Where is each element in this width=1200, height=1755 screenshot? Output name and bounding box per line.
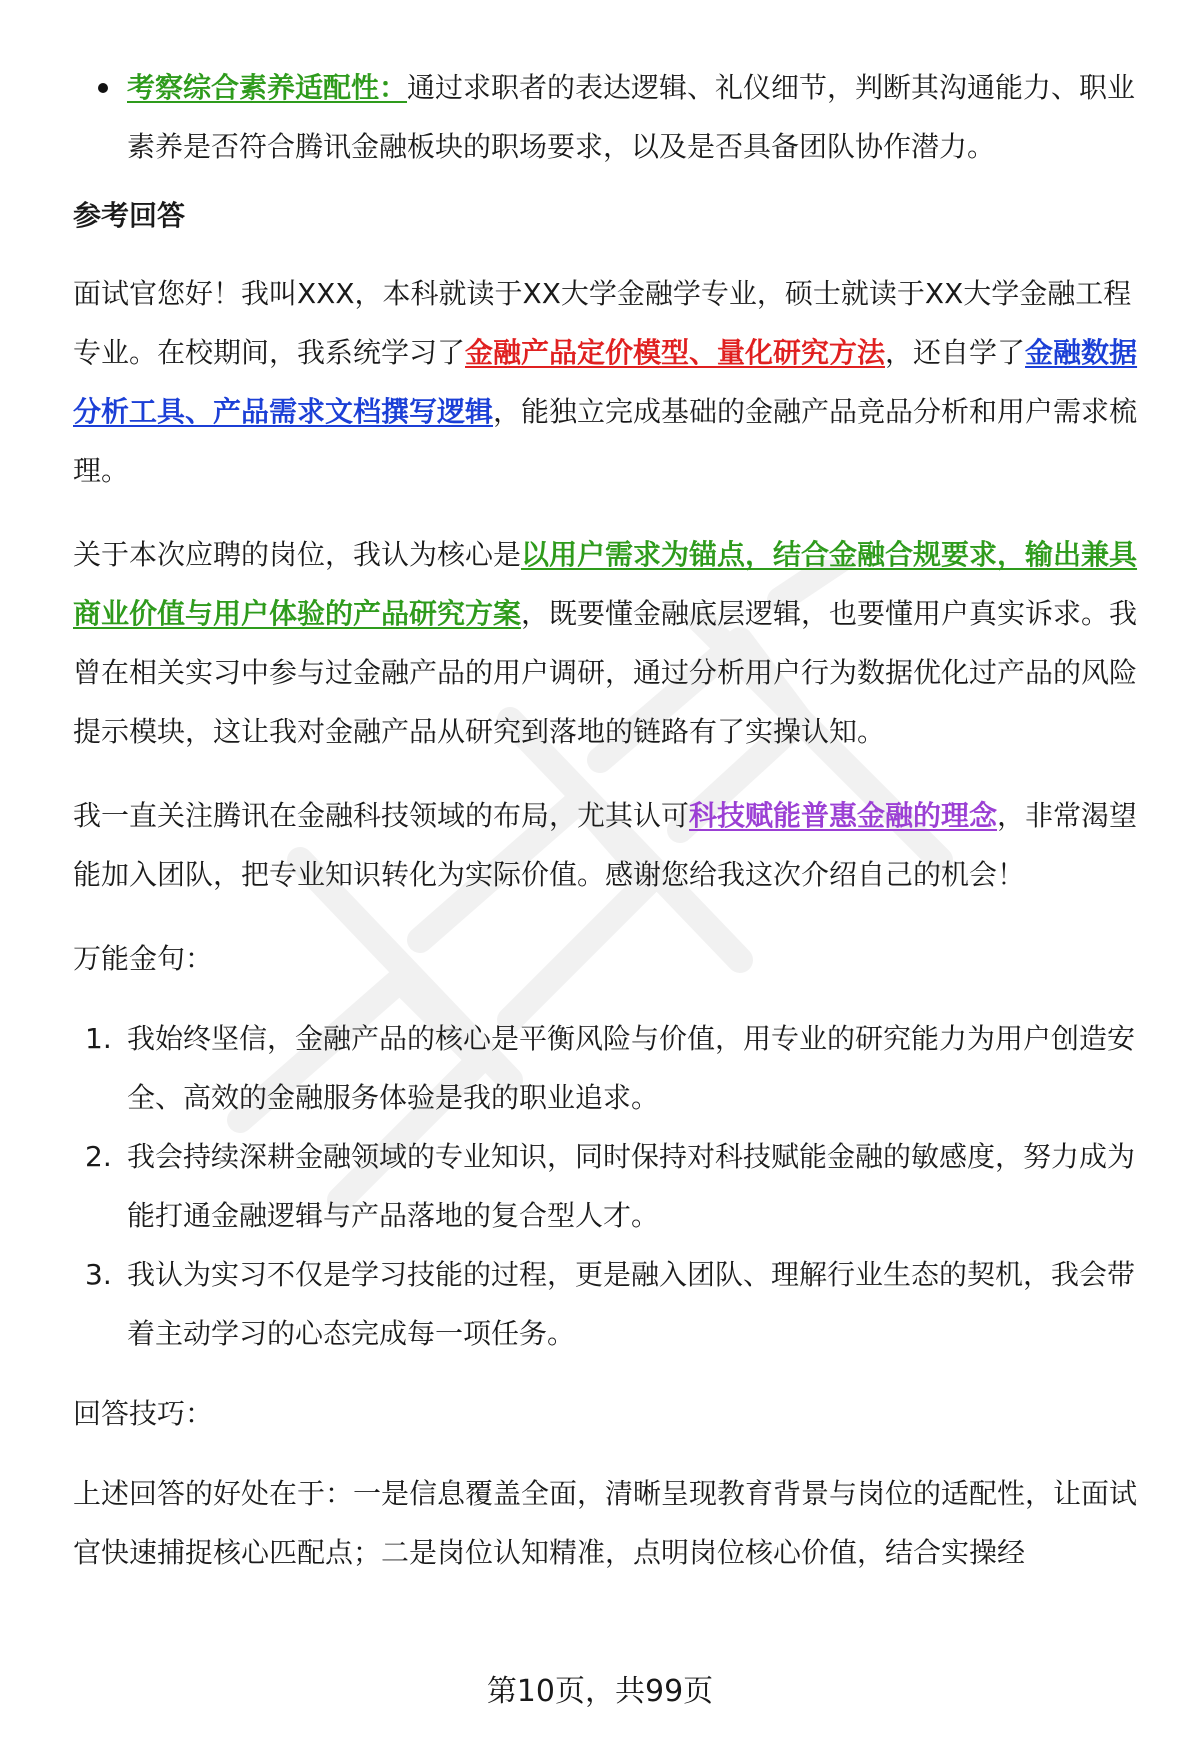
bullet-body: 通过求职者的表达逻辑、礼仪细节，判断其沟通能力、职业素养是否符合腾讯金融板块的职场要求，以及是否具备团队协作潜力。 [127, 71, 1136, 163]
answer-paragraph-1 [73, 264, 1143, 500]
list-item [73, 1245, 1143, 1363]
list-item-number: 1. [85, 1022, 112, 1055]
answer-paragraph-3 [73, 786, 1143, 904]
para3-text-2: ，非常渴望能加入团队，把专业知识转化为实际价值。感谢您给我这次介绍自己的机会！ [73, 799, 1138, 891]
list-item-text: 我认为实习不仅是学习技能的过程，更是融入团队、理解行业生态的契机，我会带着主动学习的心态完成每一项任务。 [127, 1258, 1136, 1350]
para2-highlight-green: 以用户需求为锚点，结合金融合规要求，输出兼具商业价值与用户体验的产品研究方案 [73, 538, 1138, 630]
bullet-item [73, 58, 1143, 176]
para2-text-1: 关于本次应聘的岗位，我认为核心是 [73, 538, 522, 571]
para3-text-1: 我一直关注腾讯在金融科技领域的布局，尤其认可 [73, 799, 690, 832]
list-item [73, 1009, 1143, 1127]
para1-text-3: ，能独立完成基础的金融产品竞品分析和用户需求梳理。 [73, 395, 1138, 487]
answer-tips-heading: 回答技巧： [73, 1397, 214, 1430]
list-item [73, 1127, 1143, 1245]
bullet-dot-icon [98, 83, 108, 93]
answer-tips-paragraph: 上述回答的好处在于：一是信息覆盖全面，清晰呈现教育背景与岗位的适配性，让面试官快速捕捉核心匹配点；二是岗位认知精准，点明岗位核心价值，结合实操经 [73, 1477, 1138, 1569]
list-item-text: 我会持续深耕金融领域的专业知识，同时保持对科技赋能金融的敏感度，努力成为能打通金融逻辑与产品落地的复合型人才。 [127, 1140, 1136, 1232]
list-item-number: 2. [85, 1140, 112, 1173]
para1-highlight-red: 金融产品定价模型、量化研究方法 [465, 336, 886, 369]
para3-highlight-purple: 科技赋能普惠金融的理念 [689, 799, 998, 832]
section-heading-reference: 参考回答 [73, 199, 186, 232]
document-content [73, 58, 1143, 1582]
para1-text-1: 面试官您好！我叫XXX，本科就读于XX大学金融学专业，硕士就读于XX大学金融工程专业。在校期间，我系统学习了 [73, 277, 1132, 369]
page-number-footer: 第10页，共99页 [486, 1674, 714, 1709]
para2-text-2: ，既要懂金融底层逻辑，也要懂用户真实诉求。我曾在相关实习中参与过金融产品的用户调研，通过分析用户行为数据优化过产品的风险提示模块，这让我对金融产品从研究到落地的链路有了实操认知。 [73, 597, 1138, 748]
para1-highlight-blue: 金融数据分析工具、产品需求文档撰写逻辑 [73, 336, 1138, 428]
golden-sentences-heading: 万能金句： [73, 942, 214, 975]
answer-paragraph-2 [73, 525, 1143, 761]
para1-text-2: ，还自学了 [885, 336, 1026, 369]
list-item-number: 3. [85, 1258, 112, 1291]
bullet-text [127, 58, 1143, 176]
golden-sentences-list [73, 1009, 1143, 1363]
list-item-text: 我始终坚信，金融产品的核心是平衡风险与价值，用专业的研究能力为用户创造安全、高效的金融服务体验是我的职业追求。 [127, 1022, 1136, 1114]
bullet-label: 考察综合素养适配性： [127, 71, 408, 104]
